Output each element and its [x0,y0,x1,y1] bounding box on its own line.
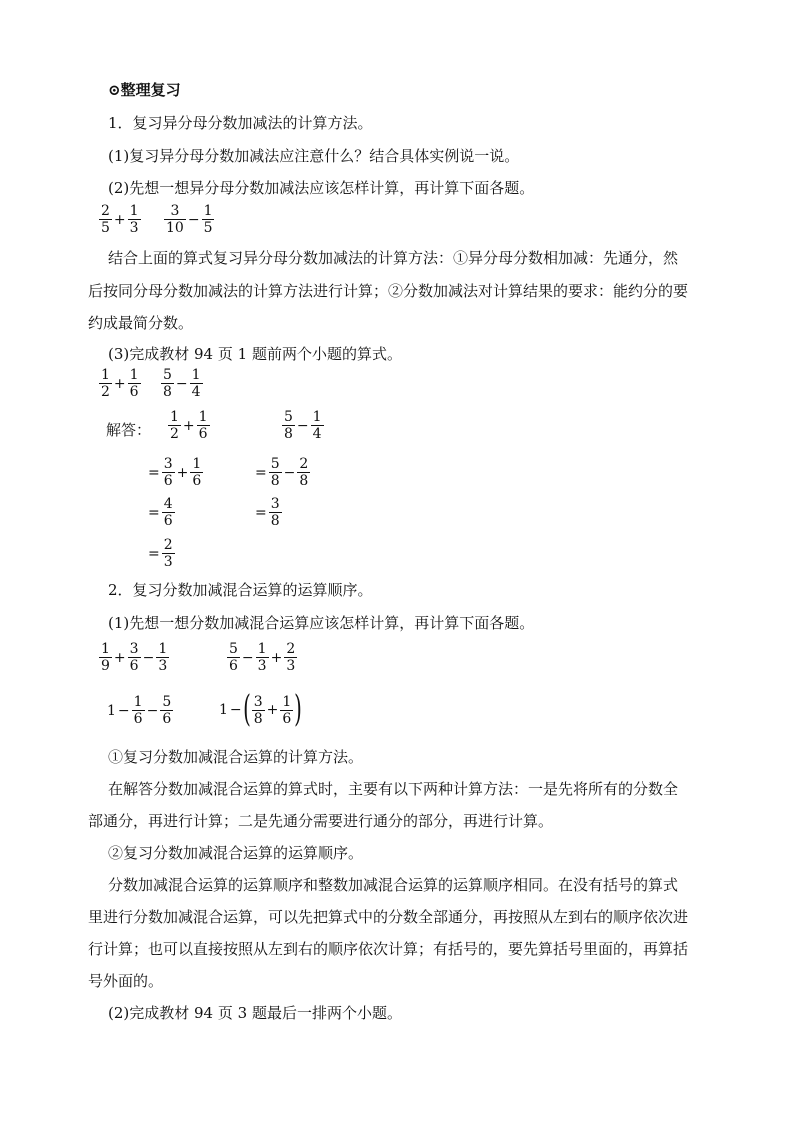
summary-line-2: 后按同分母分数加减法的计算方法进行计算；②分数加减法对计算结果的要求：能约分的要 [88,282,689,300]
expression-1-minus-1-6-minus-5-6: 1 − $\frac{1}{6}$ − $\frac{5}{6}$ [107,694,172,727]
answer-label: 解答： [106,421,152,439]
expression-5-6-minus-1-3-plus-2-3: $\frac{5}{6}$ − $\frac{1}{3}$ + $\frac{2}{3}$ [229,641,296,674]
section-heading: ⊙整理复习 [108,81,181,99]
order-heading: ②复习分数加减混合运算的运算顺序。 [108,844,364,862]
expression-1-minus-paren-3-8-plus-1-6: 1 −( $\frac{3}{8}$ + $\frac{1}{6}$ ) [219,689,303,730]
order-paragraph-line-1: 分数加减混合运算的运算顺序和整数加减混合运算的运算顺序相同。在没有括号的算式 [108,876,679,894]
solution-2-step-2: = $\frac{5}{8}$ − $\frac{2}{8}$ [255,456,309,489]
section-1-question-3: (3)完成教材 94 页 1 题前两个小题的算式。 [108,345,402,363]
solution-1-step-2: = $\frac{3}{6}$ + $\frac{1}{6}$ [148,456,202,489]
method-paragraph-line-1: 在解答分数加减混合运算的算式时，主要有以下两种计算方法：一是先将所有的分数全 [108,780,679,798]
solution-1-result: = $\frac{2}{3}$ [148,537,173,570]
method-paragraph-line-2: 部通分，再进行计算；二是先通分需要进行通分的部分，再进行计算。 [88,812,554,830]
method-heading: ①复习分数加减混合运算的计算方法。 [108,748,364,766]
order-paragraph-line-4: 号外面的。 [88,972,164,990]
section-1-title: 1．复习异分母分数加减法的计算方法。 [108,114,373,132]
section-2-question-1: (1)先想一想分数加减混合运算应该怎样计算，再计算下面各题。 [108,614,535,632]
order-paragraph-line-2: 里进行分数加减混合运算，可以先把算式中的分数全部通分，再按照从左到右的顺序依次进 [88,908,689,926]
expression-5-8-minus-1-4: $\frac{5}{8}$ − $\frac{1}{4}$ [163,367,201,400]
solution-1-step-3: = $\frac{4}{6}$ [148,496,173,529]
expression-1-2-plus-1-6: $\frac{1}{2}$ + $\frac{1}{6}$ [101,367,139,400]
order-paragraph-line-3: 行计算；也可以直接按照从左到右的顺序依次计算；有括号的，要先算括号里面的，再算括 [88,940,689,958]
solution-1-step-1: $\frac{1}{2}$ + $\frac{1}{6}$ [170,409,208,442]
section-1-question-1: (1)复习异分母分数加减法应注意什么？结合具体实例说一说。 [108,147,520,165]
summary-line-3: 约成最简分数。 [88,314,194,332]
section-2-question-2: (2)完成教材 94 页 3 题最后一排两个小题。 [108,1004,402,1022]
solution-2-result: = $\frac{3}{8}$ [255,496,280,529]
expression-2-5-plus-1-3: $\frac{2}{5}$ + $\frac{1}{3}$ [101,203,139,236]
section-2-title: 2．复习分数加减混合运算的运算顺序。 [108,581,373,599]
solution-2-step-1: $\frac{5}{8}$ − $\frac{1}{4}$ [284,409,322,442]
summary-line-1: 结合上面的算式复习异分母分数加减法的计算方法：①异分母分数相加减：先通分，然 [108,249,679,267]
expression-1-9-plus-3-6-minus-1-3: $\frac{1}{9}$ + $\frac{3}{6}$ − $\frac{1}{3}$ [101,641,168,674]
section-1-question-2: (2)先想一想异分母分数加减法应该怎样计算，再计算下面各题。 [108,179,535,197]
expression-3-10-minus-1-5: $\frac{3}{10}$ − $\frac{1}{5}$ [166,203,213,236]
